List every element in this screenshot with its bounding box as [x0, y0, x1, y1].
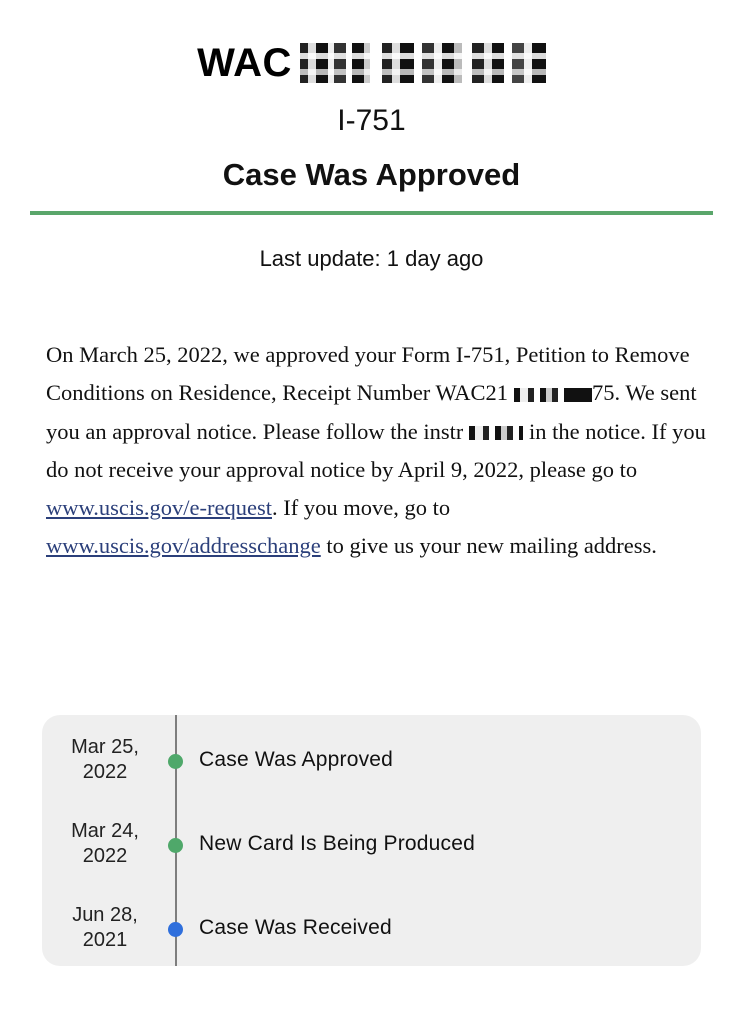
redacted-receipt-segment — [508, 388, 592, 402]
timeline-date-year: 2022 — [82, 845, 128, 867]
e-request-link[interactable]: www.uscis.gov/e-request — [46, 495, 272, 521]
status-dot-icon — [168, 838, 183, 853]
timeline-date-year: 2021 — [82, 929, 128, 951]
timeline-date-month-day: Mar 24, — [71, 820, 139, 842]
message-part-1: On March 25, 2022, we approved your Form I-751, Petition to Remove Conditions on Residence, Receipt Number WAC21 — [46, 342, 690, 406]
receipt-prefix: WAC — [197, 40, 292, 85]
case-status-title: Case Was Approved — [222, 157, 521, 192]
timeline-date-year: 2022 — [82, 761, 128, 783]
case-status-message — [46, 336, 706, 566]
status-dot-icon — [168, 922, 183, 937]
timeline-date-month-day: Mar 25, — [71, 736, 139, 758]
timeline-date-month-day: Jun 28, — [72, 904, 138, 926]
timeline-label: Case Was Received — [199, 916, 392, 939]
receipt-number — [0, 38, 743, 88]
last-update-text: Last update: 1 day ago — [259, 246, 484, 271]
message-part-4: . If you move, go to — [272, 495, 451, 521]
timeline-item — [0, 819, 743, 879]
status-dot-icon — [168, 754, 183, 769]
timeline-date — [52, 735, 158, 785]
timeline-item — [0, 903, 743, 963]
message-part-3: in the notice. If you do not receive your approval notice by April 9, 2022, please go to — [46, 418, 706, 482]
timeline-date — [52, 819, 158, 869]
timeline-label: New Card Is Being Produced — [199, 832, 476, 855]
message-part-2: 75. We sent you an approval notice. Please follow the instr — [46, 380, 697, 444]
message-part-5: to give us your new mailing address. — [320, 533, 657, 559]
redacted-text-segment — [463, 426, 523, 440]
form-number: I-751 — [337, 104, 406, 137]
address-change-link[interactable]: www.uscis.gov/addresschange — [46, 533, 321, 559]
status-divider — [30, 211, 713, 215]
redacted-receipt-digits — [294, 43, 546, 83]
timeline-date — [52, 903, 158, 953]
timeline-label: Case Was Approved — [199, 748, 394, 771]
timeline-item — [0, 735, 743, 795]
